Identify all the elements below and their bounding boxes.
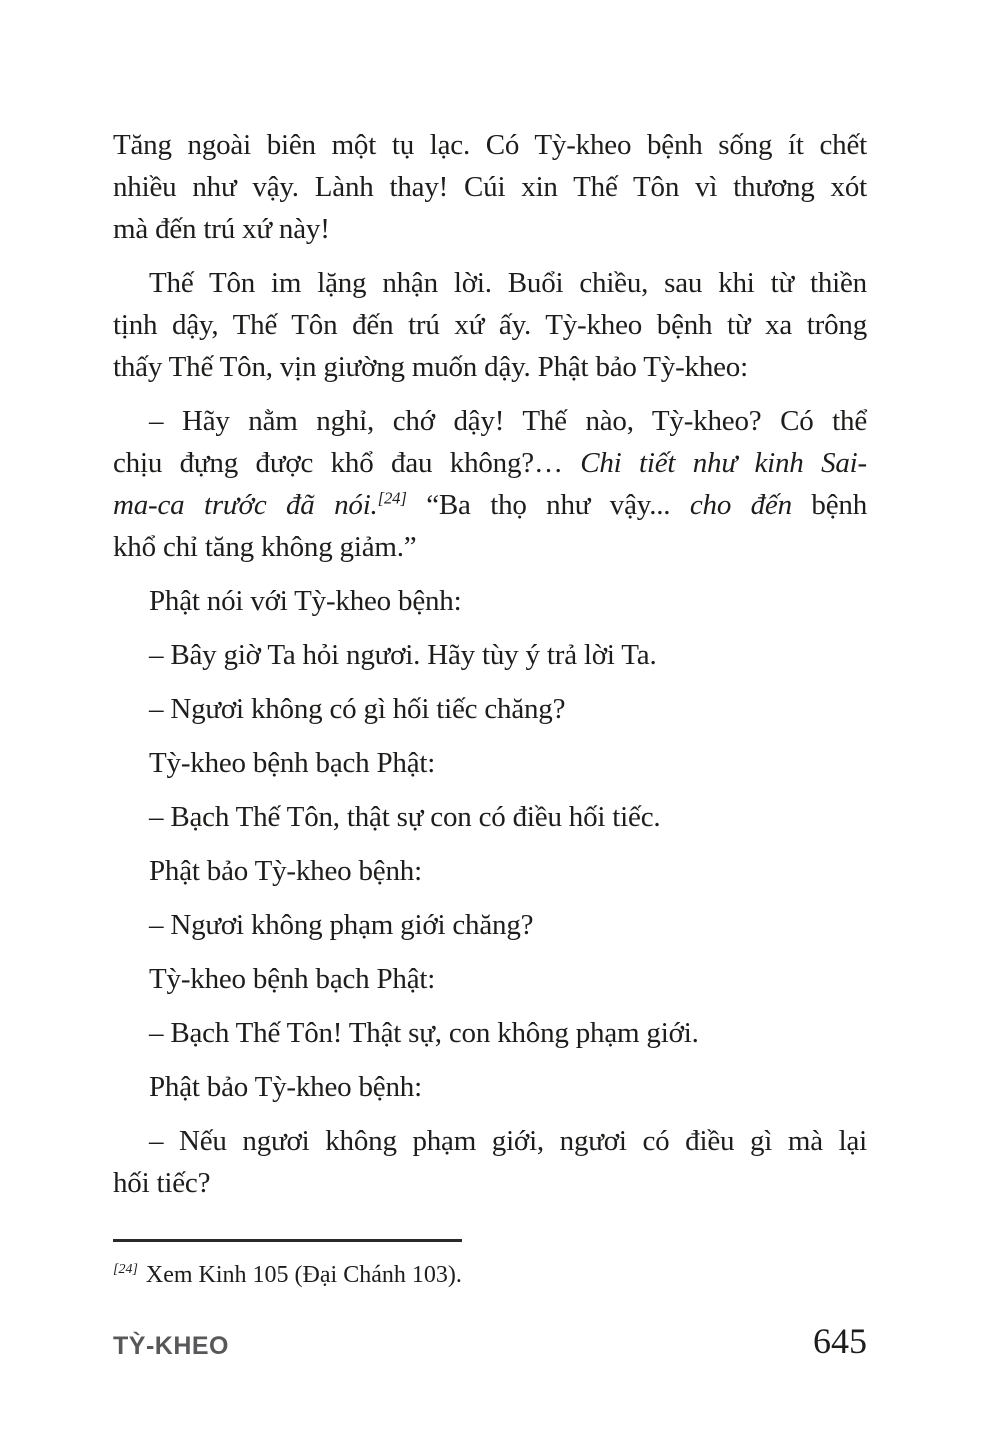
text-line — [113, 850, 867, 892]
body-text: khổ chỉ tăng không giảm.” — [113, 531, 417, 563]
body-text: – Ngươi không phạm giới chăng? — [149, 909, 534, 941]
paragraph — [113, 850, 867, 892]
body-text: – Bây giờ Ta hỏi ngươi. Hãy tùy ý trả lời Ta. — [149, 639, 657, 671]
body-text: – Bạch Thế Tôn, thật sự con có điều hối tiếc. — [149, 801, 661, 833]
body-text: Thế Tôn im lặng nhận lời. Buổi chiều, sau khi từ thiền — [149, 267, 867, 299]
running-footer-title: TỲ-KHEO — [113, 1332, 229, 1360]
body-text: hối tiếc? — [113, 1167, 211, 1199]
text-line — [113, 580, 867, 622]
body-text: Phật nói với Tỳ-kheo bệnh: — [149, 585, 462, 617]
text-line — [113, 1162, 867, 1204]
body-text: thấy Thế Tôn, vịn giường muốn dậy. Phật bảo Tỳ-kheo: — [113, 351, 748, 383]
text-line — [113, 634, 867, 676]
text-line — [113, 526, 867, 568]
body-text: Phật bảo Tỳ-kheo bệnh: — [149, 855, 422, 887]
paragraph — [113, 124, 867, 250]
text-line — [113, 166, 867, 208]
text-line — [113, 742, 867, 784]
text-line — [113, 1066, 867, 1108]
italic-text: cho đến — [689, 489, 792, 521]
text-line — [113, 1120, 867, 1162]
text-line — [113, 1012, 867, 1054]
body-text: nhiều như vậy. Lành thay! Cúi xin Thế Tôn vì thương xót — [113, 171, 867, 203]
body-text: bệnh — [791, 489, 867, 521]
text-line — [113, 688, 867, 730]
body-text: chịu đựng được khổ đau không?… — [113, 447, 581, 479]
footnote-text: Xem Kinh 105 (Đại Chánh 103). — [145, 1262, 462, 1288]
text-line — [113, 346, 867, 388]
italic-text: ma-ca trước đã nói. — [113, 489, 378, 521]
italic-text: Chi tiết như kinh Sai- — [580, 447, 867, 479]
paragraph — [113, 262, 867, 388]
footnote-ref: [24] — [377, 488, 407, 508]
footnote-separator — [113, 1239, 462, 1242]
paragraph — [113, 1012, 867, 1054]
paragraph — [113, 1120, 867, 1204]
text-line — [113, 124, 867, 166]
text-line — [113, 304, 867, 346]
footnote — [113, 1254, 867, 1291]
body-text: – Bạch Thế Tôn! Thật sự, con không phạm giới. — [149, 1017, 699, 1049]
text-line — [113, 262, 867, 304]
text-block — [113, 124, 867, 1216]
body-text: “Ba thọ như vậy... — [406, 489, 690, 521]
paragraph — [113, 400, 867, 568]
text-line — [113, 208, 867, 250]
paragraph — [113, 958, 867, 1000]
body-text: – Ngươi không có gì hối tiếc chăng? — [149, 693, 566, 725]
paragraph — [113, 742, 867, 784]
body-text: Tỳ-kheo bệnh bạch Phật: — [149, 963, 436, 995]
text-line — [113, 958, 867, 1000]
body-text: – Hãy nằm nghỉ, chớ dậy! Thế nào, Tỳ-kheo? Có thể — [149, 405, 867, 437]
text-line — [113, 904, 867, 946]
text-line — [113, 442, 867, 484]
paragraph — [113, 580, 867, 622]
text-line — [113, 796, 867, 838]
footnote-marker: [24] — [113, 1262, 138, 1277]
body-text: Tỳ-kheo bệnh bạch Phật: — [149, 747, 436, 779]
body-text: Tăng ngoài biên một tụ lạc. Có Tỳ-kheo bệnh sống ít chết — [113, 129, 867, 161]
paragraph — [113, 634, 867, 676]
text-line — [113, 484, 867, 526]
body-text: Phật bảo Tỳ-kheo bệnh: — [149, 1071, 422, 1103]
paragraph — [113, 688, 867, 730]
body-text: mà đến trú xứ này! — [113, 213, 330, 245]
paragraph — [113, 904, 867, 946]
body-text: – Nếu ngươi không phạm giới, ngươi có điều gì mà lại — [149, 1125, 867, 1157]
paragraph — [113, 1066, 867, 1108]
text-line — [113, 400, 867, 442]
paragraph — [113, 796, 867, 838]
body-text: tịnh dậy, Thế Tôn đến trú xứ ấy. Tỳ-kheo bệnh từ xa trông — [113, 309, 867, 341]
page-number: 645 — [813, 1321, 867, 1361]
